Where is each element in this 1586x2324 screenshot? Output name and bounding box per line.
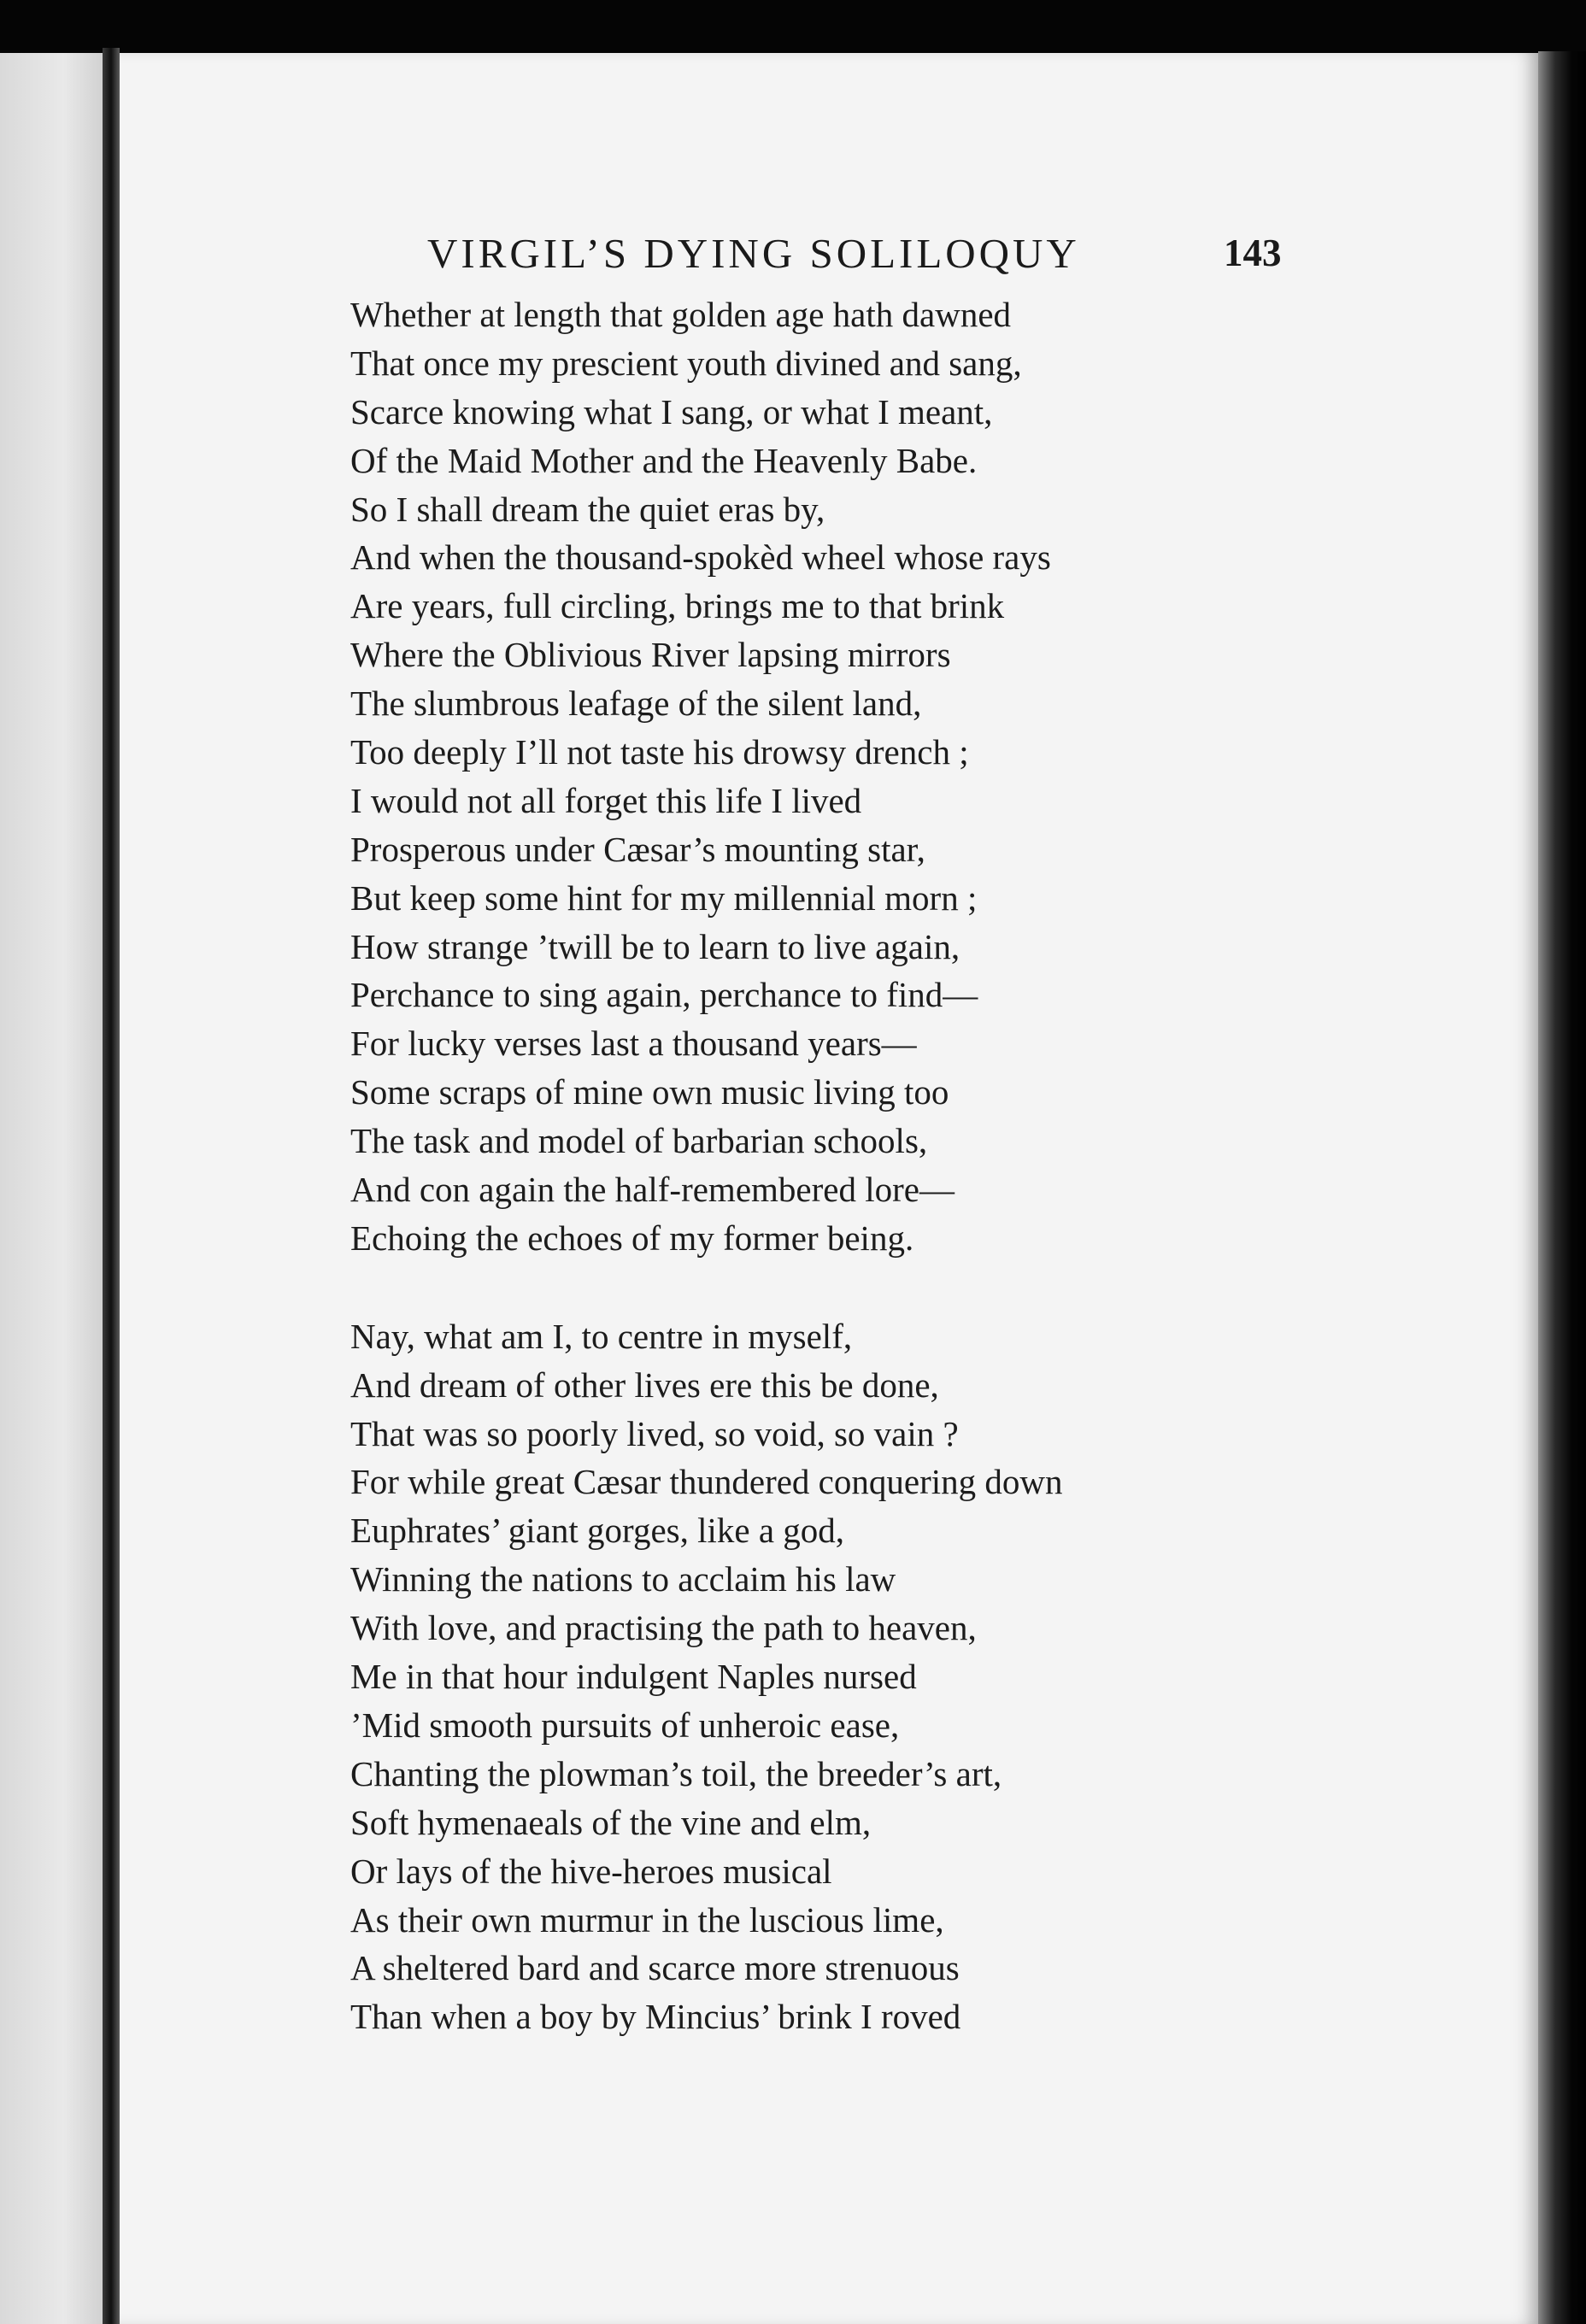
page-number: 143: [1224, 232, 1282, 274]
poem-line: Winning the nations to acclaim his law: [350, 1559, 896, 1599]
poem-line: Soft hymenaeals of the vine and elm,: [350, 1802, 872, 1842]
poem-line: Whether at length that golden age hath dawned: [350, 295, 1012, 334]
poem-line: So I shall dream the quiet eras by,: [350, 489, 825, 529]
poem-line: Echoing the echoes of my former being.: [350, 1218, 914, 1258]
poem-line: Of the Maid Mother and the Heavenly Babe.: [350, 440, 978, 480]
poem-line: Scarce knowing what I sang, or what I meant,: [350, 391, 993, 431]
poem-line: Than when a boy by Mincius’ brink I roved: [350, 1997, 961, 2037]
poem-line: That was so poorly lived, so void, so vain ?: [350, 1413, 959, 1453]
poem-line: That once my prescient youth divined and sang,: [350, 343, 1022, 383]
poem-line: The task and model of barbarian schools,: [350, 1121, 928, 1161]
poem-line: For lucky verses last a thousand years—: [350, 1024, 917, 1064]
poem-line: And when the thousand-spokèd wheel whose rays: [350, 537, 1051, 578]
poem-line: Too deeply I’ll not taste his drowsy drench ;: [350, 732, 969, 772]
poem-line: And con again the half-remembered lore—: [350, 1170, 955, 1210]
poem-text: [350, 290, 1461, 2041]
poem-line: Me in that hour indulgent Naples nursed: [350, 1657, 917, 1697]
poem-line: As their own murmur in the luscious lime,: [350, 1899, 944, 1940]
stanza-2: [350, 1312, 1461, 2041]
stanza-1: [350, 290, 1461, 1263]
poem-line: Prosperous under Cæsar’s mounting star,: [350, 829, 925, 869]
poem-line: How strange ’twill be to learn to live again,: [350, 926, 960, 966]
book-gutter: [103, 48, 120, 2324]
poem-line: For while great Cæsar thundered conquering down: [350, 1462, 1063, 1502]
poem-line: Are years, full circling, brings me to that brink: [350, 586, 1005, 626]
page-fore-edge: [1538, 51, 1586, 2324]
poem-line: Some scraps of mine own music living too: [350, 1072, 949, 1112]
poem-line: Perchance to sing again, perchance to find—: [350, 975, 978, 1015]
poem-line: A sheltered bard and scarce more strenuous: [350, 1948, 960, 1988]
poem-line: ’Mid smooth pursuits of unheroic ease,: [350, 1705, 900, 1745]
adjacent-page-edge: [0, 53, 106, 2324]
stanza-break: [350, 1263, 1461, 1312]
poem-line: Or lays of the hive-heroes musical: [350, 1851, 832, 1891]
poem-line: And dream of other lives ere this be done,: [350, 1364, 939, 1405]
poem-line: But keep some hint for my millennial morn ;: [350, 877, 978, 918]
poem-line: I would not all forget this life I lived: [350, 780, 862, 820]
poem-line: Where the Oblivious River lapsing mirrors: [350, 635, 951, 675]
running-head: VIRGIL’S DYING SOLILOQUY: [427, 230, 1080, 277]
poem-line: Nay, what am I, to centre in myself,: [350, 1316, 853, 1356]
poem-line: With love, and practising the path to heaven,: [350, 1608, 977, 1648]
poem-line: Euphrates’ giant gorges, like a god,: [350, 1511, 845, 1551]
poem-line: Chanting the plowman’s toil, the breeder’s art,: [350, 1753, 1002, 1793]
poem-line: The slumbrous leafage of the silent land,: [350, 684, 922, 724]
